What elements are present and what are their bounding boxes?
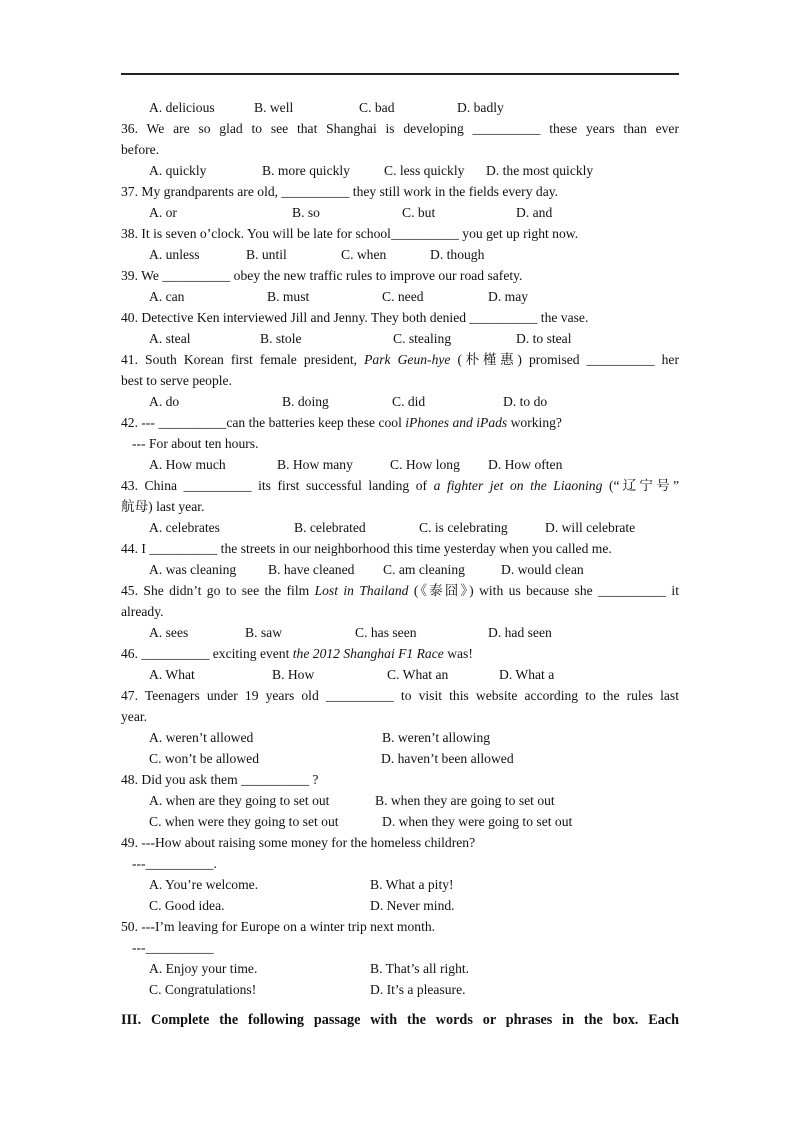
q47-options-row2: [149, 751, 689, 767]
option-c: C. less quickly: [384, 163, 465, 178]
option-d: D. It’s a pleasure.: [370, 982, 466, 997]
q42-devices: iPhones and iPads: [405, 415, 508, 430]
q42-text-post: working?: [507, 415, 562, 430]
option-b: B. How: [272, 667, 315, 682]
option-d: D. will celebrate: [545, 520, 636, 535]
option-d: D. though: [430, 247, 485, 262]
q43-options: [149, 520, 689, 536]
q38-options: [149, 247, 689, 263]
q46-event: the 2012 Shanghai F1 Race: [292, 646, 444, 661]
q42-answer: --- For about ten hours.: [132, 436, 259, 451]
q42-stem: [121, 415, 679, 431]
option-d: D. haven’t been allowed: [381, 751, 514, 766]
q47-stem-cont: year.: [121, 709, 148, 724]
option-a: A. delicious: [149, 100, 215, 115]
q43-text-pre: 43. China __________ its first successful landing of: [121, 478, 434, 493]
q39-options: [149, 289, 689, 305]
q44-options: [149, 562, 689, 578]
option-a: A. when are they going to set out: [149, 793, 330, 808]
option-a: A. Enjoy your time.: [149, 961, 258, 976]
q49-answer: ---__________.: [132, 856, 217, 871]
option-a: A. sees: [149, 625, 189, 640]
option-a: A. How much: [149, 457, 226, 472]
option-a: A. can: [149, 289, 185, 304]
option-a: A. do: [149, 394, 180, 409]
q36-options: [149, 163, 689, 179]
q43-event: a fighter jet on the Liaoning: [433, 478, 603, 493]
option-c: C. has seen: [355, 625, 417, 640]
q45-stem-cont: already.: [121, 604, 164, 619]
option-d: D. What a: [499, 667, 555, 682]
q37-options: [149, 205, 689, 221]
q40-options: [149, 331, 689, 347]
q50-answer: ---__________: [132, 940, 214, 955]
q44-stem: 44. I __________ the streets in our neighborhood this time yesterday when you called me.: [121, 541, 612, 556]
option-b: B. weren’t allowing: [382, 730, 491, 745]
q45-film: Lost in Thailand: [314, 583, 409, 598]
q35-options: [149, 100, 689, 116]
option-b: B. How many: [277, 457, 353, 472]
option-c: C. did: [392, 394, 426, 409]
option-b: B. doing: [282, 394, 329, 409]
section-heading: III. Complete the following passage with the words or phrases in the box. Each: [121, 1012, 679, 1028]
q48-options-row1: [149, 793, 689, 809]
option-b: B. until: [246, 247, 287, 262]
option-b: B. stole: [260, 331, 302, 346]
option-a: A. was cleaning: [149, 562, 237, 577]
q41-text-pre: 41. South Korean first female president,: [121, 352, 365, 367]
q45-stem: [121, 583, 679, 599]
q50-options-row2: [149, 982, 689, 998]
option-b: B. saw: [245, 625, 283, 640]
option-a: A. unless: [149, 247, 200, 262]
option-c: C. What an: [387, 667, 449, 682]
q47-options-row1: [149, 730, 689, 746]
option-d: D. to do: [503, 394, 548, 409]
option-b: B. celebrated: [294, 520, 366, 535]
q39-stem: 39. We __________ obey the new traffic rules to improve our road safety.: [121, 268, 523, 283]
option-d: D. badly: [457, 100, 504, 115]
q49-options-row2: [149, 898, 689, 914]
option-b: B. when they are going to set out: [375, 793, 555, 808]
option-a: A. quickly: [149, 163, 207, 178]
q45-options: [149, 625, 689, 641]
option-c: C. need: [382, 289, 424, 304]
option-c: C. won’t be allowed: [149, 751, 259, 766]
q46-stem: [121, 646, 679, 662]
option-c: C. bad: [359, 100, 395, 115]
q50-options-row1: [149, 961, 689, 977]
q38-stem: 38. It is seven o’clock. You will be late for school__________ you get up right now.: [121, 226, 579, 241]
option-c: C. when were they going to set out: [149, 814, 339, 829]
option-c: C. when: [341, 247, 387, 262]
option-a: A. What: [149, 667, 195, 682]
option-c: C. Good idea.: [149, 898, 225, 913]
option-b: B. well: [254, 100, 294, 115]
q42-options: [149, 457, 689, 473]
option-b: B. more quickly: [262, 163, 350, 178]
option-d: D. had seen: [488, 625, 552, 640]
option-b: B. must: [267, 289, 310, 304]
q47-stem: 47. Teenagers under 19 years old __________ to visit this website according to the rules last: [121, 688, 679, 703]
q41-options: [149, 394, 689, 410]
option-c: C. stealing: [393, 331, 452, 346]
option-b: B. so: [292, 205, 320, 220]
option-d: D. to steal: [516, 331, 572, 346]
q43-stem-cont: 航母) last year.: [121, 499, 205, 514]
q36-stem: 36. We are so glad to see that Shanghai is developing __________ these years than ever: [121, 121, 679, 136]
option-c: C. is celebrating: [419, 520, 508, 535]
q41-stem: [121, 352, 679, 368]
option-a: A. or: [149, 205, 177, 220]
option-b: B. That’s all right.: [370, 961, 470, 976]
q36-stem-cont: before.: [121, 142, 160, 157]
option-d: D. may: [488, 289, 529, 304]
option-b: B. have cleaned: [268, 562, 355, 577]
option-a: A. weren’t allowed: [149, 730, 254, 745]
option-a: A. You’re welcome.: [149, 877, 259, 892]
q46-text-pre: 46. __________ exciting event: [121, 646, 293, 661]
option-b: B. What a pity!: [370, 877, 454, 892]
option-d: D. would clean: [501, 562, 584, 577]
q46-options: [149, 667, 689, 683]
q41-text-post: (朴槿惠) promised __________ her: [450, 352, 679, 367]
option-d: D. when they were going to set out: [382, 814, 573, 829]
q40-stem: 40. Detective Ken interviewed Jill and Jenny. They both denied __________ the vase.: [121, 310, 589, 325]
option-c: C. but: [402, 205, 436, 220]
option-c: C. How long: [390, 457, 460, 472]
option-a: A. steal: [149, 331, 191, 346]
q45-text-post: (《泰囧》) with us because she __________ it: [408, 583, 679, 598]
q48-options-row2: [149, 814, 689, 830]
option-c: C. Congratulations!: [149, 982, 257, 997]
q42-text-pre: 42. --- __________can the batteries keep these cool: [121, 415, 406, 430]
q41-name: Park Geun-hye: [364, 352, 451, 367]
option-d: D. How often: [488, 457, 563, 472]
top-rule: [121, 73, 679, 75]
q49-stem: 49. ---How about raising some money for the homeless children?: [121, 835, 476, 850]
q46-text-post: was!: [443, 646, 473, 661]
q43-stem: [121, 478, 679, 494]
option-d: D. and: [516, 205, 553, 220]
q49-options-row1: [149, 877, 689, 893]
q41-stem-cont: best to serve people.: [121, 373, 232, 388]
q45-text-pre: 45. She didn’t go to see the film: [121, 583, 315, 598]
option-c: C. am cleaning: [383, 562, 465, 577]
option-d: D. the most quickly: [486, 163, 594, 178]
option-a: A. celebrates: [149, 520, 220, 535]
q50-stem: 50. ---I’m leaving for Europe on a winter trip next month.: [121, 919, 436, 934]
q37-stem: 37. My grandparents are old, __________ they still work in the fields every day.: [121, 184, 559, 199]
q48-stem: 48. Did you ask them __________ ?: [121, 772, 319, 787]
q43-text-post: (“辽宁号”: [602, 478, 679, 493]
option-d: D. Never mind.: [370, 898, 455, 913]
